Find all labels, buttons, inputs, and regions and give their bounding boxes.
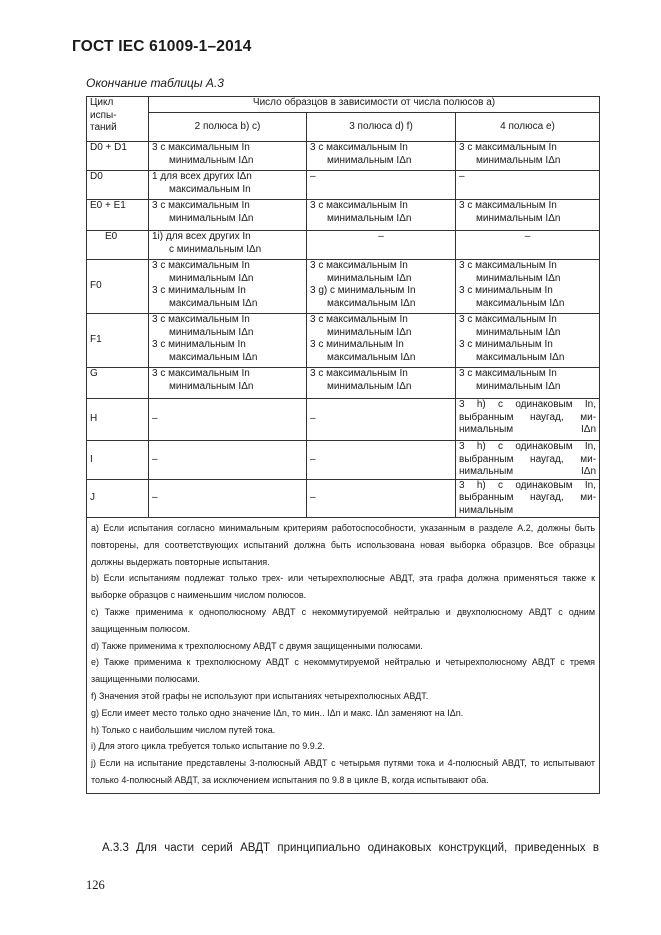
document-title: ГОСТ IEC 61009-1–2014 (72, 38, 252, 55)
cell-c2 (149, 260, 307, 314)
header-group-cell: Число образцов в зависимости от числа полюсов а) (149, 97, 600, 113)
cell-c2 (149, 479, 307, 518)
cell-line: минимальным IΔn (169, 272, 254, 284)
cell-line: 3 с максимальным In (459, 260, 557, 271)
cell-line: выбранным наугад, ми- (459, 453, 597, 465)
cell-line: – (152, 413, 158, 425)
cell-line: 3 с максимальным In (459, 314, 557, 325)
cell-line: максимальным IΔn (169, 351, 258, 363)
table-note: g) Если имеет место только одно значение IΔn, то мин.. IΔn и макс. IΔn заменяют на IΔn. (91, 707, 464, 718)
table-notes (91, 520, 595, 789)
cell-line: минимальным IΔn (169, 212, 254, 224)
table-note: i) Для этого цикла требуется только испытание по 9.9.2. (91, 741, 325, 752)
table-note: b) Если испытаниям подлежат только трех- или четырехполюсные АВДТ, эта графа должна применяться также к выборке образцов с наименьшим числом полюсов. (91, 573, 596, 601)
section-paragraph: А.3.3 Для части серий АВДТ принципиально одинаковых конструкций, приведенных в (102, 842, 599, 854)
cell-c4 (456, 368, 600, 399)
cell-line: минимальным IΔn (327, 272, 412, 284)
table-row (87, 314, 600, 368)
cell-c3 (307, 399, 456, 441)
cell-c3 (307, 479, 456, 518)
cell-line: нимальным IΔn (459, 424, 597, 435)
cell-line: – (310, 171, 316, 182)
cell-line: 3 с максимальным In (152, 142, 250, 153)
cycle-cell: F1 (87, 314, 149, 368)
header-2-poles: 2 полюса b) c) (149, 113, 307, 142)
table-row (87, 260, 600, 314)
cell-c3 (307, 200, 456, 231)
cycle-cell: F0 (87, 260, 149, 314)
table-row (87, 142, 600, 171)
cycle-cell: J (87, 479, 149, 518)
cycle-cell: G (87, 368, 149, 399)
sample-count-table (86, 96, 600, 794)
cell-c3 (307, 142, 456, 171)
cell-line: максимальным In (169, 183, 251, 195)
cell-line: минимальным IΔn (327, 212, 412, 224)
cell-line: выбранным наугад, ми- (459, 492, 597, 503)
cell-c4 (456, 479, 600, 518)
cycle-cell: E0 (87, 231, 149, 260)
table-row (87, 171, 600, 200)
cell-line: 3 с минимальным In (459, 339, 553, 350)
cell-line: выбранным наугад, ми- (459, 411, 597, 423)
cell-line: минимальным IΔn (476, 272, 561, 284)
header-cycle-line: таний (90, 122, 117, 133)
cell-line: минимальным IΔn (327, 326, 412, 338)
table-note: f) Значения этой графы не используют при испытаниях четырехполюсных АВДТ. (91, 690, 429, 701)
cell-line: 3 с минимальным In (459, 285, 553, 296)
cell-c2 (149, 200, 307, 231)
cell-line: 3 с максимальным In (459, 142, 557, 153)
cell-c2 (149, 142, 307, 171)
cell-line: 3 с минимальным In (310, 339, 404, 350)
cell-line: минимальным IΔn (327, 154, 412, 166)
cell-line: 3 с максимальным In (152, 368, 250, 379)
cell-line: – (310, 453, 316, 465)
table-row (87, 479, 600, 518)
cell-line: минимальным IΔn (169, 380, 254, 392)
cycle-cell: H (87, 399, 149, 441)
cell-line: максимальным IΔn (169, 297, 258, 309)
cell-line: 3 с максимальным In (459, 368, 557, 379)
cell-line: 3 с минимальным In (152, 285, 246, 296)
cell-line: 3 с максимальным In (310, 142, 408, 153)
cell-line: минимальным IΔn (476, 212, 561, 224)
cell-c3 (307, 260, 456, 314)
cell-line: максимальным IΔn (327, 297, 416, 309)
cell-c4 (456, 314, 600, 368)
cell-line: минимальным IΔn (476, 380, 561, 392)
cell-line: минимальным IΔn (169, 154, 254, 166)
cell-c4 (456, 171, 600, 200)
cell-c4 (456, 441, 600, 480)
cell-c2 (149, 368, 307, 399)
table-row (87, 399, 600, 441)
table-row (87, 368, 600, 399)
cell-c3 (307, 441, 456, 480)
cell-line: – (152, 453, 158, 465)
cell-line: максимальным IΔn (476, 297, 565, 309)
cell-c2 (149, 441, 307, 480)
cell-c3 (307, 171, 456, 200)
cell-line: 3 с максимальным In (459, 200, 557, 211)
table-note: е) Также применима к трехполюсному АВДТ с некоммутируемой нейтралью и четырехполюсному АВДТ с тремя защищенными полюсами. (91, 657, 596, 685)
cell-c4 (456, 260, 600, 314)
cell-line: минимальным IΔn (327, 380, 412, 392)
table-row (87, 200, 600, 231)
page-number: 126 (86, 878, 105, 892)
table-note: а) Если испытания согласно минимальным критериям работоспособности, указанным в разделе А.2, должны быть повторены, для соответствующих испытаний должна быть использована новая выборка образцов. Все образцы должны выдержать повторные испытания. (91, 523, 596, 567)
cell-c2 (149, 171, 307, 200)
cell-line: максимальным IΔn (327, 351, 416, 363)
cell-c4 (456, 231, 600, 260)
cell-line: минимальным IΔn (476, 154, 561, 166)
header-3-poles: 3 полюса d) f) (307, 113, 456, 142)
cycle-cell: D0 + D1 (87, 142, 149, 171)
cell-line: – (152, 492, 158, 503)
cell-line: нимальным (459, 504, 514, 516)
cell-line: 3 с максимальным In (152, 200, 250, 211)
cell-c3 (307, 314, 456, 368)
cell-c4 (456, 200, 600, 231)
table-note: c) Также применима к однополюсному АВДТ с некоммутируемой нейтралью и двухполюсному АВДТ с одним защищенным полюсом. (91, 606, 596, 634)
cell-line: 3 с максимальным In (152, 260, 250, 271)
table-row (87, 231, 600, 260)
cell-line: с минимальным IΔn (169, 243, 262, 255)
cell-line: 3 h) с одинаковым In, (459, 399, 597, 410)
table-row (87, 441, 600, 480)
cell-c3 (307, 368, 456, 399)
cell-c2 (149, 314, 307, 368)
cell-c4 (456, 142, 600, 171)
cell-line: 3 с максимальным In (310, 368, 408, 379)
table-note: j) Если на испытание представлены 3-полюсный АВДТ с четырьмя путями тока и 4-полюсный АВДТ, то испытывают только 4-полюсный АВДТ, за исключением испытания по 9.8 в цикле В, когда испытывают оба. (91, 758, 596, 785)
cell-line: 3 g) с минимальным In (310, 285, 416, 296)
cell-line: – (378, 231, 384, 242)
header-cycle-line: Цикл (90, 97, 114, 108)
cell-line: 3 с максимальным In (310, 260, 408, 271)
cell-line: – (310, 413, 316, 425)
cell-line: максимальным IΔn (476, 351, 565, 363)
table-note: h) Только с наибольшим числом путей тока. (91, 724, 276, 735)
header-cycle-line: испы- (90, 109, 117, 121)
cell-line: 3 с минимальным In (152, 339, 246, 350)
cell-line: 3 h) с одинаковым In, (459, 441, 597, 452)
notes-cell (87, 518, 600, 794)
cell-c2 (149, 231, 307, 260)
cell-c4 (456, 399, 600, 441)
cycle-cell: E0 + E1 (87, 200, 149, 231)
cycle-cell: D0 (87, 171, 149, 200)
cycle-cell: I (87, 441, 149, 480)
cell-line: 3 с максимальным In (310, 314, 408, 325)
table-caption: Окончание таблицы А.3 (86, 76, 224, 90)
cell-line: 1i) для всех других In (152, 231, 251, 242)
cell-line: минимальным IΔn (476, 326, 561, 338)
cell-line: минимальным IΔn (169, 326, 254, 338)
cell-c2 (149, 399, 307, 441)
cell-line: – (524, 231, 531, 242)
cell-line: 1 для всех других IΔn (152, 171, 252, 182)
cell-line: – (459, 171, 465, 182)
cell-c3 (307, 231, 456, 260)
header-4-poles: 4 полюса e) (456, 113, 600, 142)
table-note: d) Также применима к трехполюсному АВДТ с двумя защищенными полюсами. (91, 640, 423, 651)
cell-line: 3 с максимальным In (152, 314, 250, 325)
cell-line: – (310, 492, 316, 503)
header-cycle-cell (87, 97, 149, 142)
cell-line: нимальным IΔn (459, 466, 597, 477)
cell-line: 3 h) с одинаковым In, (459, 479, 597, 491)
cell-line: 3 с максимальным In (310, 200, 408, 211)
